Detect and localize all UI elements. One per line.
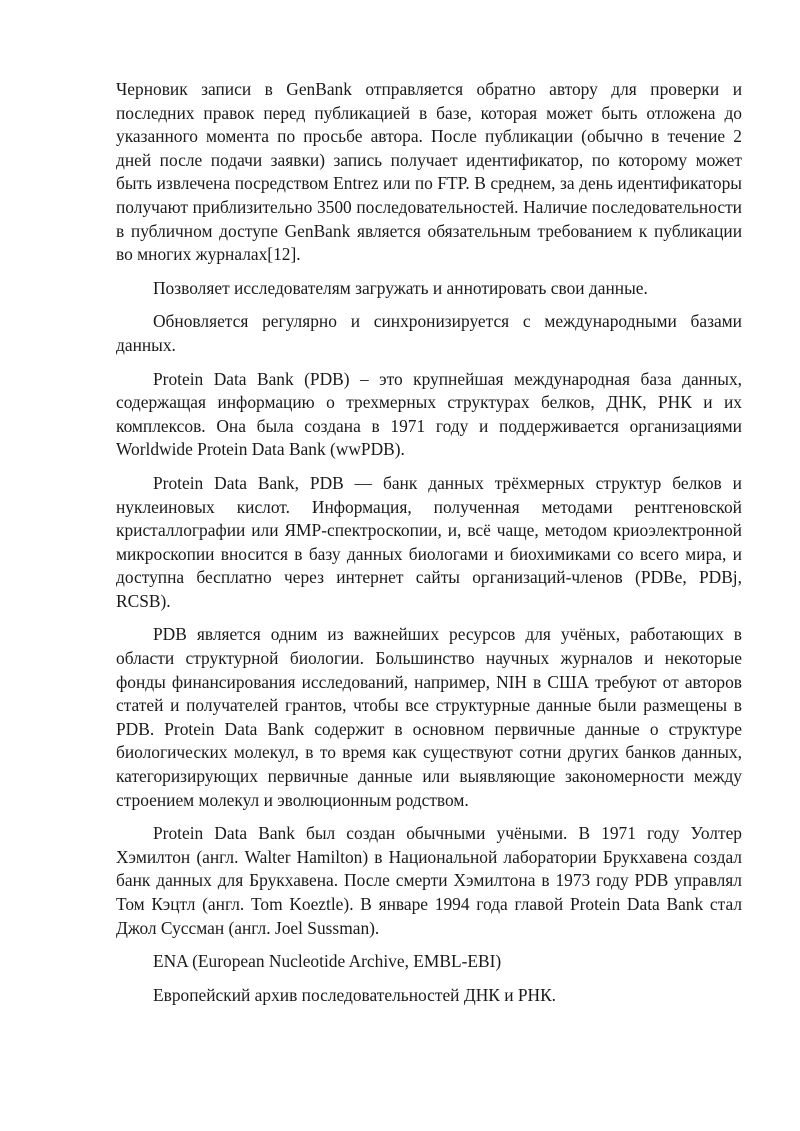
paragraph-pdb-history: Protein Data Bank был создан обычными учёными. В 1971 году Уолтер Хэмилтон (англ. Walter Hamilton) в Национальной лаборатории Брукхавена создал банк данных для Брукхавена. После смерти Хэмилтона в 1973 году PDB управлял Том Кэцтл (англ. Tom Koeztle). В январе 1994 года главой Protein Data Bank стал Джол Суссман (англ. Joel Sussman). xyxy=(116,823,742,938)
paragraph-ena-heading: ENA (European Nucleotide Archive, EMBL-EBI) xyxy=(153,951,502,972)
paragraph-genbank-draft: Черновик записи в GenBank отправляется обратно автору для проверки и последних правок перед публикацией в базе, которая может быть отложена до указанного момента по просьбе автора. После публикации (обычно в течение 2 дней после подачи заявки) запись получает идентификатор, по которому может быть извлечена посредством Entrez или по FTP. В среднем, за день идентификаторы получают приблизительно 3500 последовательностей. Наличие последовательности в публичном доступе GenBank является обязательным требованием к публикации во многих журналах[12]. xyxy=(116,79,742,265)
document-page xyxy=(116,78,742,1017)
paragraph-sync: Обновляется регулярно и синхронизируется с международными базами данных. xyxy=(116,311,742,355)
paragraph-pdb-intro: Protein Data Bank (PDB) – это крупнейшая международная база данных, содержащая информацию о трехмерных структурах белков, ДНК, РНК и их комплексов. Она была создана в 1971 году и поддерживается организациями Worldwide Protein Data Bank (wwPDB). xyxy=(116,368,742,460)
paragraph-pdb-definition: Protein Data Bank, PDB — банк данных трёхмерных структур белков и нуклеиновых кислот. Информация, полученная методами рентгеновской кристаллографии или ЯМР-спектроскопии, и, всё чаще, методом криоэлектронной микроскопии вносится в базу данных биологами и биохимиками со всего мира, и доступна бесплатно через интернет сайты организаций-членов (PDBe, PDBj, RCSB). xyxy=(116,472,742,611)
paragraph-pdb-importance: PDB является одним из важнейших ресурсов для учёных, работающих в области структурной биологии. Большинство научных журналов и некоторые фонды финансирования исследований, например, NIH в США требуют от авторов статей и получателей грантов, чтобы все структурные данные были размещены в PDB. Protein Data Bank содержит в основном первичные данные о структуре биологических молекул, в то время как существуют сотни других банков данных, категоризирующих первичные данные или выявляющие закономерности между строением молекул и эволюционным родством. xyxy=(116,624,742,810)
paragraph-upload-annotate: Позволяет исследователям загружать и аннотировать свои данные. xyxy=(153,277,648,298)
paragraph-ena-description: Европейский архив последовательностей ДНК и РНК. xyxy=(153,984,557,1005)
